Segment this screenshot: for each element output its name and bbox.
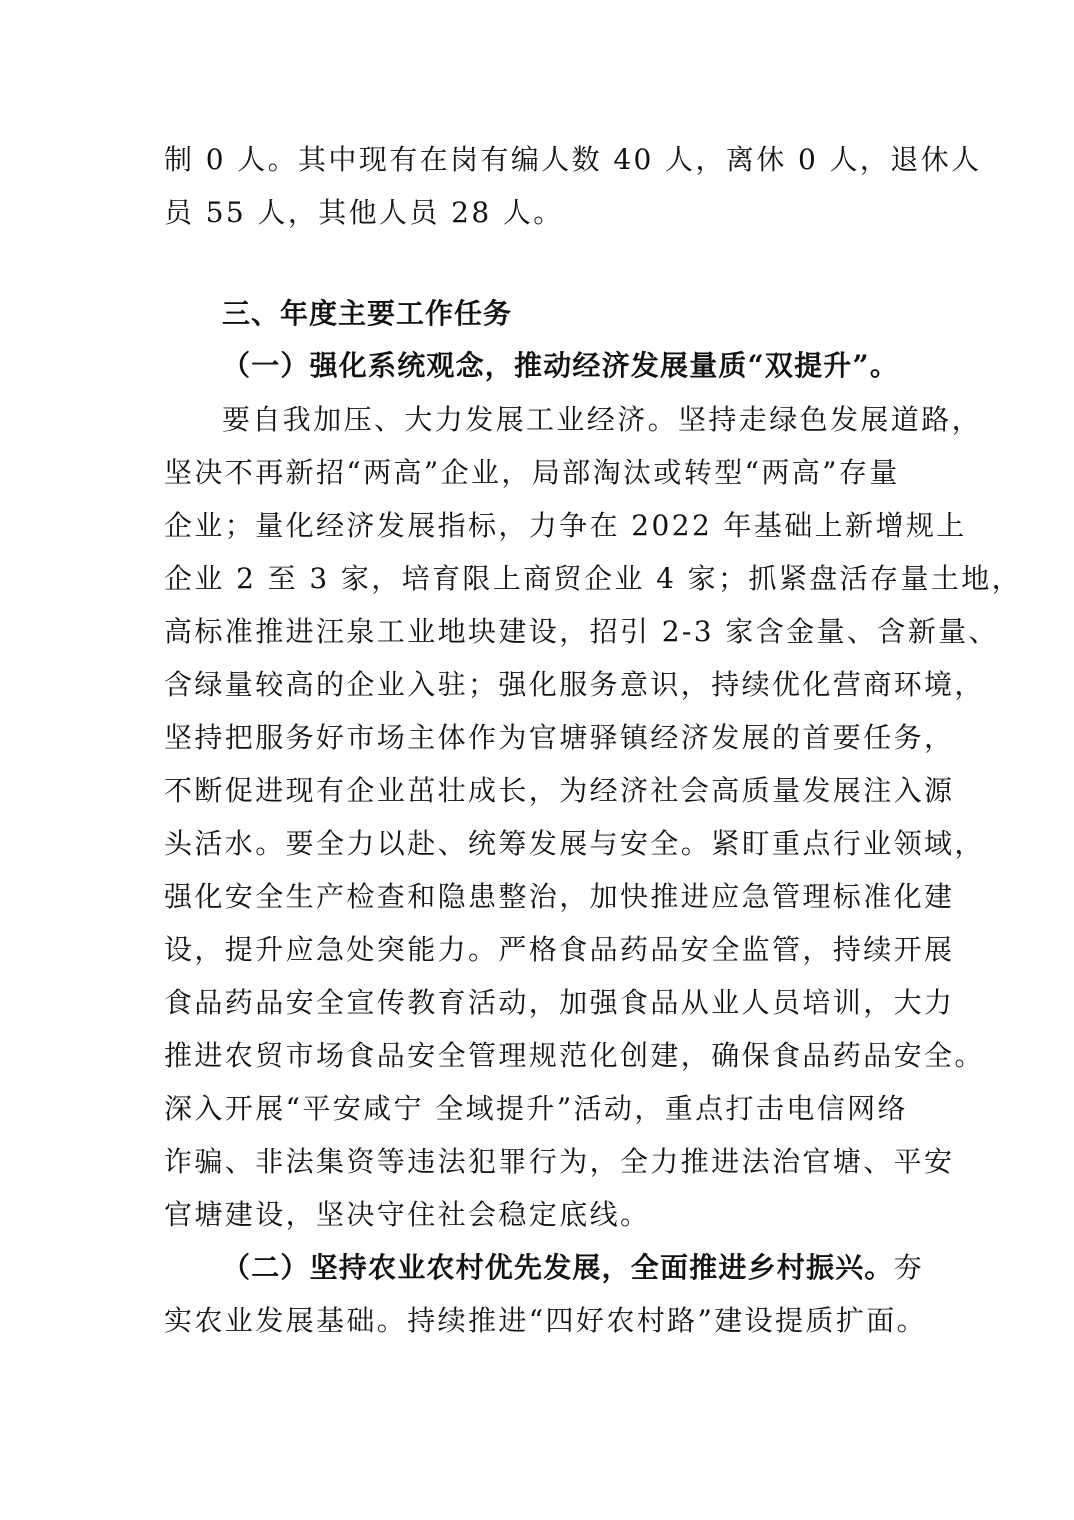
text-line: 设，提升应急处突能力。严格食品药品安全监管，持续开展 [164, 933, 955, 966]
section-heading: 三、年度主要工作任务 [222, 297, 513, 330]
text-line: 含绿量较高的企业入驻；强化服务意识，持续优化营商环境， [164, 668, 985, 701]
text-line: 诈骗、非法集资等违法犯罪行为，全力推进法治官塘、平安 [164, 1145, 955, 1178]
text-line: 制 0 人。其中现有在岗有编人数 40 人，离休 0 人，退休人 [164, 143, 982, 176]
text-line: 员 55 人，其他人员 28 人。 [164, 196, 564, 229]
text-line: 要自我加压、大力发展工业经济。坚持走绿色发展道路， [222, 403, 983, 436]
text-line: 推进农贸市场食品安全管理规范化创建，确保食品药品安全。 [164, 1039, 985, 1072]
text-line: 头活水。要全力以赴、统筹发展与安全。紧盯重点行业领域， [164, 827, 985, 860]
text-line: 实农业发展基础。持续推进“四好农村路”建设提质扩面。 [164, 1304, 928, 1337]
text-line: 不断促进现有企业茁壮成长，为经济社会高质量发展注入源 [164, 774, 955, 807]
text-fragment: 夯 [893, 1251, 925, 1284]
text-line: 坚决不再新招“两高”企业，局部淘汰或转型“两高”存量 [164, 456, 900, 489]
subsection-heading: （一）强化系统观念，推动经济发展量质“双提升”。 [222, 349, 900, 382]
subsection-heading: （二）坚持农业农村优先发展，全面推进乡村振兴。 [222, 1251, 894, 1284]
text-line: 深入开展“平安咸宁 全域提升”活动，重点打击电信网络 [164, 1092, 908, 1125]
text-line: 企业 2 至 3 家，培育限上商贸企业 4 家；抓紧盘活存量土地， [164, 562, 1023, 595]
subsection-line [222, 1248, 925, 1288]
text-line: 食品药品安全宣传教育活动，加强食品从业人员培训，大力 [164, 986, 955, 1019]
text-line: 高标准推进汪泉工业地块建设，招引 2-3 家含金量、含新量、 [164, 615, 999, 648]
text-line: 坚持把服务好市场主体作为官塘驿镇经济发展的首要任务， [164, 721, 955, 754]
text-line: 官塘建设，坚决守住社会稳定底线。 [164, 1198, 651, 1231]
text-line: 强化安全生产检查和隐患整治，加快推进应急管理标准化建 [164, 880, 955, 913]
text-line: 企业；量化经济发展指标，力争在 2022 年基础上新增规上 [164, 509, 967, 542]
